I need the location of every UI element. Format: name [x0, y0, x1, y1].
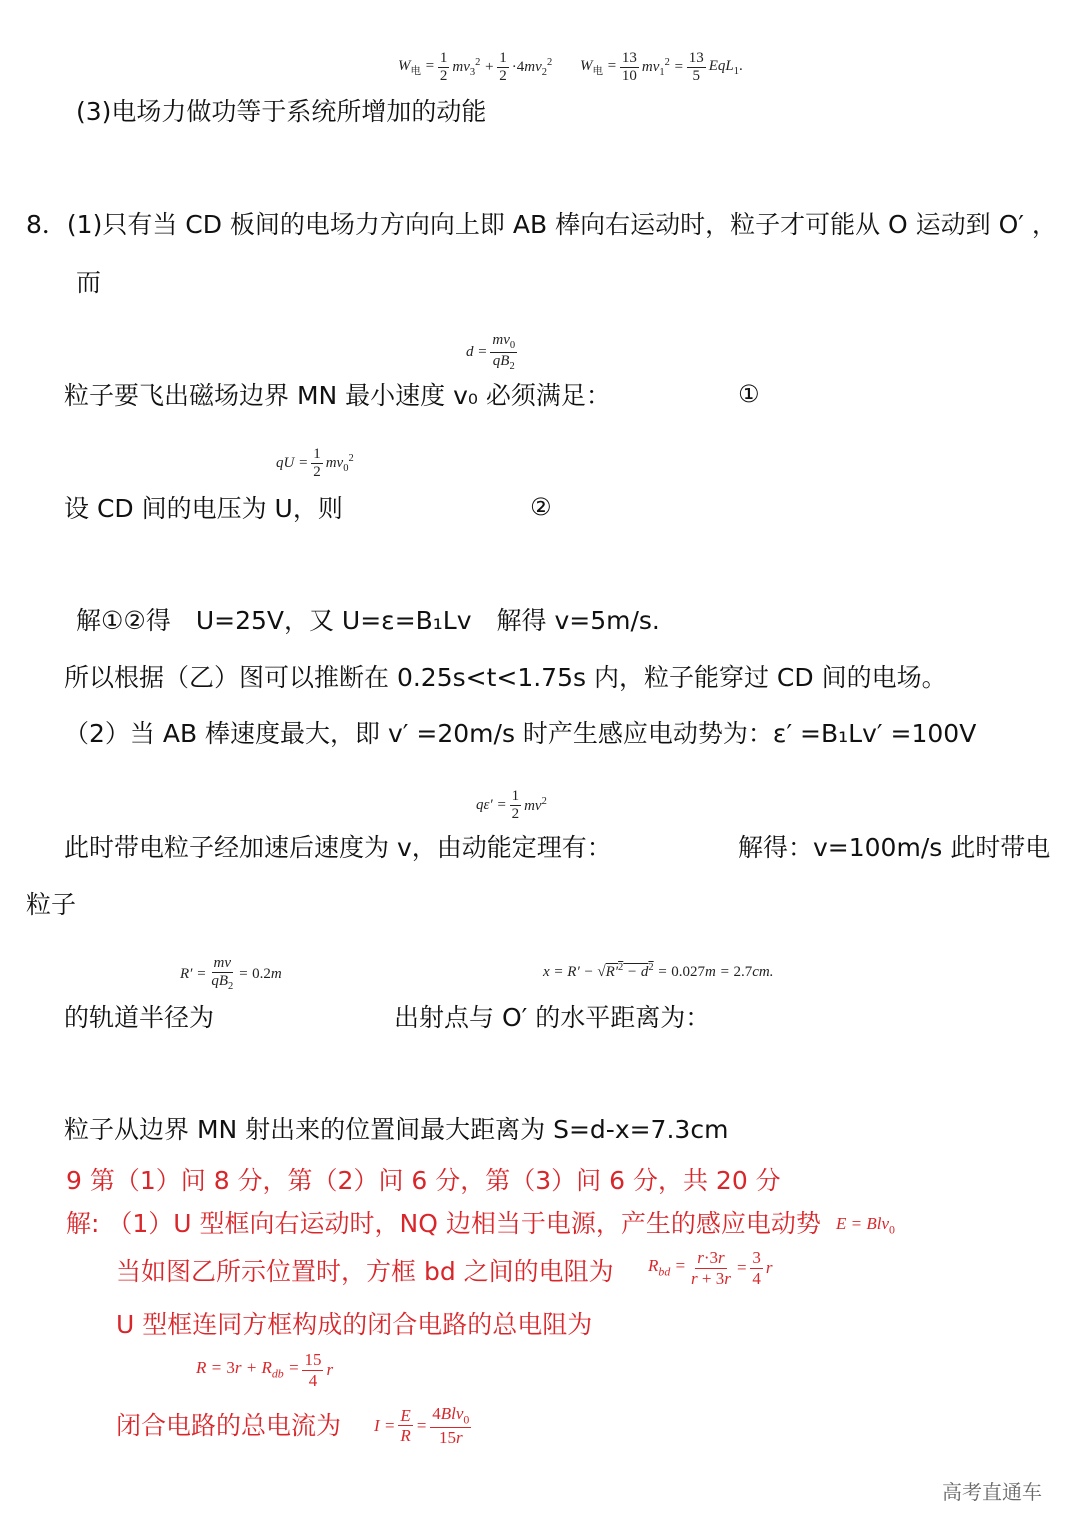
- text-q9-line4: 闭合电路的总电流为: [116, 1411, 342, 1440]
- equation-marker-2: ②: [530, 493, 552, 521]
- text-q8-line7: （2）当 AB 棒速度最大，即 v′ =20m/s 时产生感应电动势为：ε′ =B₁Lv′ =100V: [64, 719, 977, 748]
- text-q8-line10a: 的轨道半径为: [64, 1003, 215, 1032]
- text-q8-line8b: 解得：v=100m/s 此时带电: [738, 833, 1051, 862]
- text-q8-line8a: 此时带电粒子经加速后速度为 v，由动能定理有：: [64, 833, 612, 862]
- equation-radius: R′ = $\frac{mv}{qB_2}$ = 0.2m: [180, 955, 282, 993]
- text-q9-score: 9 第（1）问 8 分，第（2）问 6 分，第（3）问 6 分，共 20 分: [66, 1166, 781, 1195]
- equation-work-electric-2: $W_电$ = $\frac{13}{10}$ $mv_1^2$ = $\frac{13}{5}$ EqL$_1$.: [580, 50, 743, 85]
- equation-r-bd: $R_{bd}$ = $\frac{r\cdot 3r}{r + 3r}$ = $\frac{3}{4}$ r: [648, 1248, 773, 1288]
- equation-qU: qU = $\frac{1}{2}$ $mv_0^2$: [276, 446, 354, 481]
- text-q8-line2: 而: [76, 268, 102, 297]
- equation-q-epsilon: qε′ = $\frac{1}{2}$ $mv^2$: [476, 788, 547, 823]
- equation-current: I = $\frac{E}{R}$ = $\frac{4Blv_0}{15r}$: [374, 1404, 470, 1448]
- text-q8-line9: 粒子: [26, 890, 77, 919]
- text-q8-line11: 粒子从边界 MN 射出来的位置间最大距离为 S=d-x=7.3cm: [64, 1115, 729, 1144]
- text-q9-line1: 解: （1）U 型框向右运动时，NQ 边相当于电源，产生的感应电动势: [66, 1209, 821, 1238]
- text-q8-line5: 解①②得 U=25V，又 U=ε=B₁Lv 解得 v=5m/s.: [76, 606, 660, 635]
- text-q8-line10b: 出射点与 O′ 的水平距离为：: [394, 1003, 711, 1032]
- text-part3: (3)电场力做功等于系统所增加的动能: [76, 97, 487, 126]
- equation-d: d = $\frac{mv_0}{qB_2}$: [466, 332, 516, 373]
- equation-r-total: $R = 3r + R_{db}$ = $\frac{15}{4}$ r: [196, 1350, 334, 1390]
- text-q8-line6: 所以根据（乙）图可以推断在 0.25s<t<1.75s 内，粒子能穿过 CD 间的电场。: [64, 663, 947, 692]
- equation-emf: E = Blv$_0$: [836, 1214, 895, 1237]
- watermark-text: 高考直通车: [942, 1480, 1042, 1504]
- equation-work-electric-1: $W_电$ = $\frac{1}{2}$ $mv_3^2$ + $\frac{1}{2}$ $\cdot 4mv_2^2$: [398, 50, 553, 85]
- text-q8-line1: 8．(1)只有当 CD 板间的电场力方向向上即 AB 棒向右运动时，粒子才可能从 O 运动到 O′ ，: [26, 210, 1057, 239]
- text-q9-line3: U 型框连同方框构成的闭合电路的总电阻为: [116, 1310, 593, 1339]
- equation-marker-1: ①: [738, 380, 760, 408]
- text-q8-line3: 粒子要飞出磁场边界 MN 最小速度 v₀ 必须满足：: [64, 381, 611, 410]
- text-q9-line2: 当如图乙所示位置时，方框 bd 之间的电阻为: [116, 1257, 614, 1286]
- equation-x-distance: $x = R' - √R'^2 - d^2 = 0.027m = 2.7cm$.: [543, 962, 774, 980]
- text-q8-line4: 设 CD 间的电压为 U，则: [64, 494, 343, 523]
